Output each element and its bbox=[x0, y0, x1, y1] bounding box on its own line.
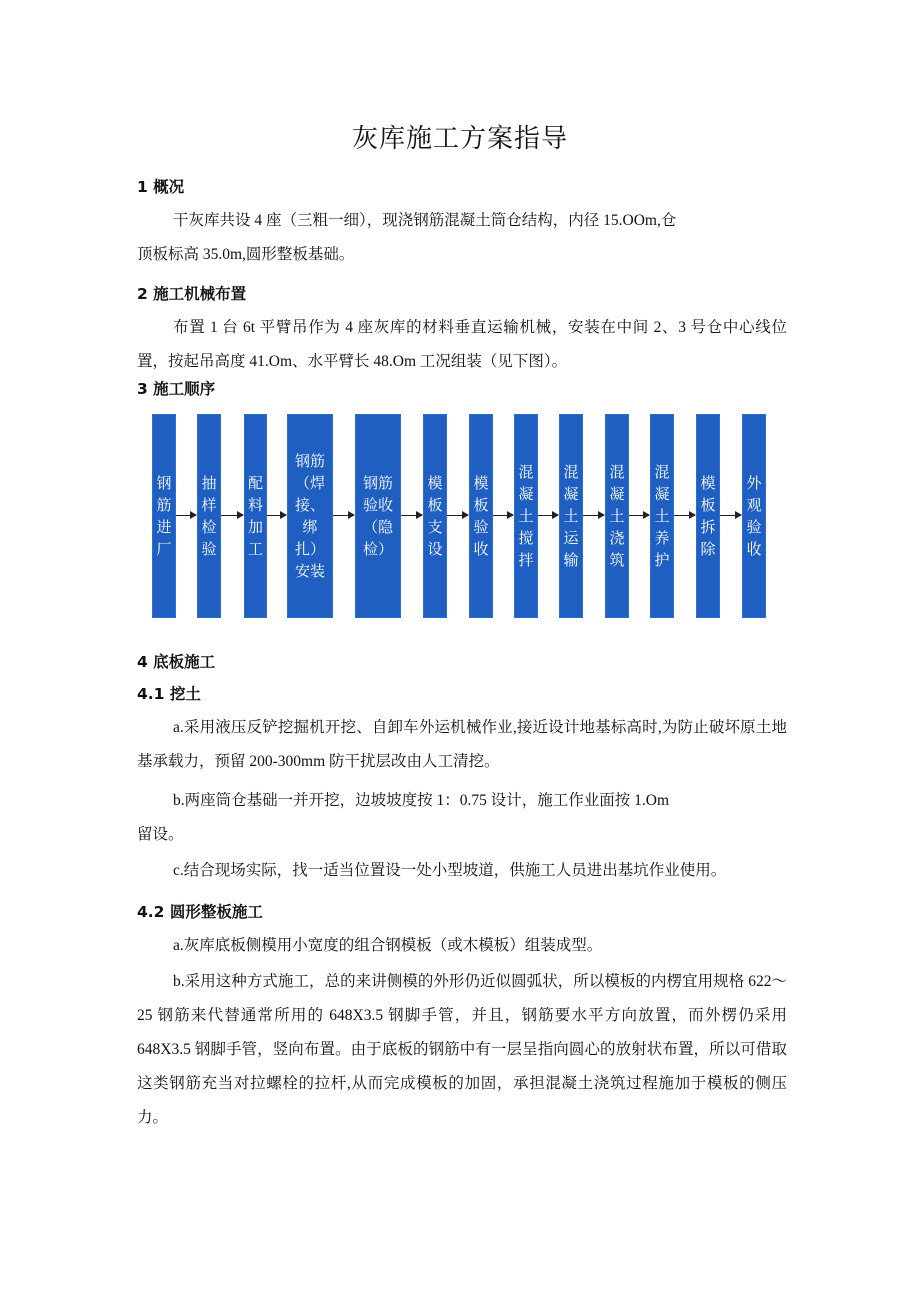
section-3-heading: 3 施工顺序 bbox=[137, 380, 216, 398]
flow-arrow bbox=[629, 515, 649, 516]
section-1-line-1: 干灰库共设 4 座（三粗一细），现浇钢筋混凝土筒仓结构，内径 15.OOm,仓 bbox=[173, 212, 677, 229]
flow-arrow bbox=[267, 515, 286, 516]
flow-arrow bbox=[493, 515, 513, 516]
flow-arrow bbox=[333, 515, 354, 516]
section-4-1-para-b-line-1: b.两座筒仓基础一并开挖，边坡坡度按 1：0.75 设计，施工作业面按 1.Om bbox=[173, 792, 670, 809]
flow-arrow bbox=[221, 515, 243, 516]
section-2-paragraph: 布置 1 台 6t 平臂吊作为 4 座灰库的材料垂直运输机械，安装在中间 2、3 号仓中心线位置，按起吊高度 41.Om、水平臂长 48.Om 工况组装（见下图）。 bbox=[137, 319, 787, 370]
flow-step-4 bbox=[287, 414, 333, 618]
section-2-heading: 2 施工机械布置 bbox=[137, 285, 247, 303]
flow-arrow bbox=[674, 515, 695, 516]
flow-step-label: 钢筋 （焊 接、 绑 扎） 安装 bbox=[294, 452, 325, 580]
flow-step-9 bbox=[559, 414, 583, 618]
flow-step-8 bbox=[514, 414, 538, 618]
section-4-2-para-b: b.采用这种方式施工，总的来讲侧模的外形仍近似圆弧状，所以模板的内楞宜用规格 622～25 钢筋来代替通常所用的 648X3.5 钢脚手管，并且，钢筋要水平方向放置，而外楞仍采用 648X3.5 钢脚手管，竖向布置。由于底板的钢筋中有一层呈指向圆心的放射状布置，所以可借取这类钢筋充当对拉螺栓的拉杆,从而完成模板的加固，承担混凝土浇筑过程施加于模板的侧压力。 bbox=[137, 973, 787, 1126]
flow-arrow bbox=[176, 515, 196, 516]
page-title: 灰库施工方案指导 bbox=[351, 124, 568, 154]
flow-step-2 bbox=[197, 414, 221, 618]
flow-step-label: 混 凝 土 浇 筑 bbox=[609, 463, 625, 569]
flow-step-3 bbox=[244, 414, 267, 618]
flow-step-5 bbox=[355, 414, 401, 618]
construction-flow-diagram bbox=[152, 414, 770, 618]
section-1-heading: 1 概况 bbox=[137, 178, 185, 196]
section-4-1-para-c: c.结合现场实际，找一适当位置设一处小型坡道，供施工人员进出基坑作业使用。 bbox=[173, 862, 727, 879]
flow-step-7 bbox=[469, 414, 493, 618]
flow-step-10 bbox=[605, 414, 629, 618]
section-4-1-para-a: a.采用液压反铲挖掘机开挖、自卸车外运机械作业,接近设计地基标高时,为防止破坏原土地基承载力，预留 200-300mm 防干扰层改由人工清挖。 bbox=[137, 719, 787, 770]
flow-step-label: 钢 筋 进 厂 bbox=[156, 474, 172, 558]
flow-arrow bbox=[538, 515, 558, 516]
flow-step-13 bbox=[742, 414, 766, 618]
flow-step-11 bbox=[650, 414, 674, 618]
flow-step-label: 混 凝 土 搅 拌 bbox=[518, 463, 534, 569]
section-4-1-heading: 4.1 挖土 bbox=[137, 685, 201, 703]
flow-step-6 bbox=[423, 414, 447, 618]
flow-arrow bbox=[583, 515, 604, 516]
flow-step-label: 外 观 验 收 bbox=[746, 474, 762, 558]
flow-arrow bbox=[401, 515, 422, 516]
flow-step-label: 配 料 加 工 bbox=[247, 474, 263, 558]
section-1-line-2: 顶板标高 35.0m,圆形整板基础。 bbox=[137, 246, 355, 263]
flow-step-label: 模 板 支 设 bbox=[427, 474, 443, 558]
section-4-heading: 4 底板施工 bbox=[137, 653, 216, 671]
flow-step-label: 模 板 验 收 bbox=[473, 474, 489, 558]
section-4-2-para-a: a.灰库底板侧模用小宽度的组合钢模板（或木模板）组装成型。 bbox=[173, 937, 603, 954]
flow-step-label: 混 凝 土 养 护 bbox=[654, 463, 670, 569]
flow-step-label: 模 板 拆 除 bbox=[700, 474, 716, 558]
flow-arrow bbox=[720, 515, 741, 516]
flow-arrow bbox=[447, 515, 468, 516]
flow-step-label: 抽 样 检 验 bbox=[201, 474, 217, 558]
flow-step-12 bbox=[696, 414, 720, 618]
flow-step-label: 混 凝 土 运 输 bbox=[563, 463, 579, 569]
section-4-2-heading: 4.2 圆形整板施工 bbox=[137, 903, 263, 921]
flow-step-1 bbox=[152, 414, 176, 618]
flow-step-label: 钢筋 验收 （隐 检） bbox=[362, 474, 393, 558]
section-4-1-para-b-line-2: 留设。 bbox=[137, 826, 184, 843]
